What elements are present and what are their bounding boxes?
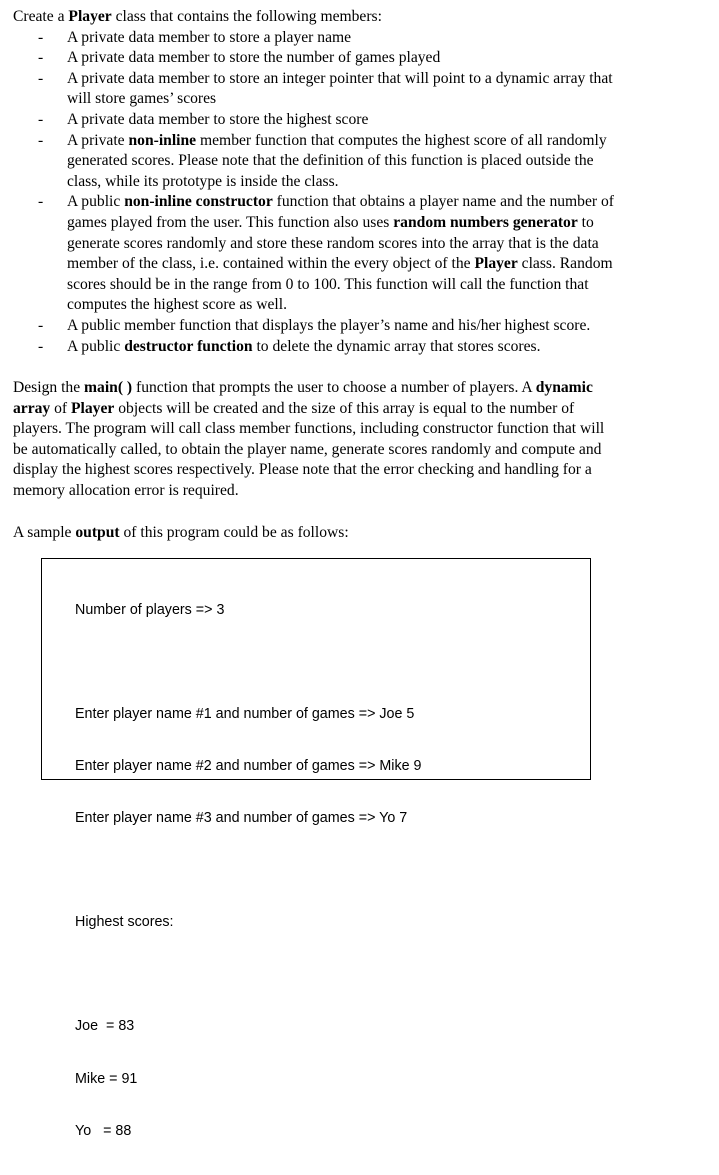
member-item (13, 192, 707, 316)
bullet-dash: - (38, 69, 44, 87)
spacer (13, 357, 707, 378)
text-run: A private data member to store the highest score (67, 110, 369, 128)
spacer (75, 967, 422, 984)
member-line (67, 110, 707, 131)
member-item (13, 48, 707, 69)
text-run: generate scores randomly and store these random scores into the array that is the data (67, 234, 599, 252)
text-run: A sample (13, 523, 76, 541)
text-run: member function that computes the highest score of all randomly (196, 131, 607, 149)
bold-text: array (13, 399, 51, 417)
intro-suffix: class that contains the following members: (111, 8, 382, 25)
member-line (67, 131, 707, 152)
spacer (75, 654, 422, 671)
text-run: A public (67, 337, 125, 355)
bullet-dash: - (38, 337, 44, 355)
paragraph-line (13, 481, 707, 502)
sample-output-intro (13, 523, 707, 544)
highest-scores-label: Highest scores: (75, 914, 174, 931)
member-line (67, 234, 707, 255)
sample-output-text (75, 567, 422, 1175)
intro-line (13, 7, 707, 28)
text-run: display the highest scores respectively. Please note that the error checking and handling for a (13, 461, 592, 479)
spacer (13, 502, 707, 523)
text-run: of this program could be as follows: (119, 523, 349, 541)
member-line: generated scores. Please note that the definition of this function is placed outside the (67, 152, 594, 170)
member-line (67, 254, 707, 275)
member-item (13, 110, 707, 131)
member-line: will store games’ scores (67, 90, 217, 108)
bold-text: destructor function (124, 337, 253, 355)
assignment-document (13, 7, 707, 543)
bold-text: non-inline (128, 131, 197, 149)
score-line: Joe = 83 (75, 1018, 135, 1035)
member-line (67, 316, 707, 337)
member-item (13, 28, 707, 49)
bold-text: Player (71, 399, 115, 417)
bullet-dash: - (38, 49, 44, 67)
text-run: function that prompts the user to choose a number of players. A (132, 379, 536, 397)
member-line (67, 28, 707, 49)
text-run: class. Random (517, 255, 613, 273)
bold-text: random numbers generator (393, 213, 578, 231)
text-run: A private (67, 131, 129, 149)
bullet-dash: - (38, 110, 44, 128)
member-line (67, 275, 707, 296)
paragraph-line (13, 460, 707, 481)
bullet-dash: - (38, 131, 44, 149)
text-run: players. The program will call class member functions, including constructor function that will (13, 420, 605, 438)
text-run: to delete the dynamic array that stores scores. (252, 337, 541, 355)
member-line (67, 48, 707, 69)
text-run: A public member function that displays the player’s name and his/her highest score. (67, 316, 591, 334)
bullet-dash: - (38, 28, 44, 46)
bold-text: Player (474, 255, 518, 273)
text-run: A private data member to store an integer pointer that will point to a dynamic array that (67, 69, 613, 87)
bold-text: dynamic (535, 379, 593, 397)
design-paragraph (13, 378, 707, 502)
text-run: be automatically called, to obtain the player name, generate scores randomly and compute and (13, 440, 602, 458)
text-run: function that obtains a player name and the number of (272, 193, 614, 211)
member-item (13, 337, 707, 358)
bold-text: main( ) (84, 379, 133, 397)
spacer (75, 863, 422, 880)
entry-line: Enter player name #3 and number of games => Yo 7 (75, 810, 408, 827)
text-run: objects will be created and the size of this array is equal to the number of (114, 399, 575, 417)
intro-prefix: Create a (13, 8, 69, 25)
members-list (13, 28, 707, 358)
member-line (67, 295, 707, 316)
sample-output-box (41, 558, 591, 1139)
bold-text: output (75, 523, 120, 541)
text-run: scores should be in the range from 0 to 100. This function will call the function that (67, 275, 589, 293)
score-line: Mike = 91 (75, 1070, 138, 1087)
text-run: A private data member to store a player name (67, 28, 352, 46)
text-run: Design the (13, 379, 85, 397)
member-line (67, 213, 707, 234)
member-item (13, 131, 707, 193)
players-prompt: Number of players => 3 (75, 601, 225, 618)
bullet-dash: - (38, 316, 44, 334)
member-item (13, 69, 707, 110)
paragraph-line (13, 440, 707, 461)
bold-text: non-inline constructor (124, 193, 273, 211)
text-run: games played from the user. This function also uses (67, 213, 394, 231)
member-line (67, 192, 707, 213)
text-run: computes the highest score as well. (67, 296, 287, 314)
entry-line: Enter player name #2 and number of games => Mike 9 (75, 758, 422, 775)
member-line: class, while its prototype is inside the class. (67, 172, 339, 190)
text-run: to (577, 213, 594, 231)
entry-line: Enter player name #1 and number of games => Joe 5 (75, 705, 415, 722)
intro-class-name: Player (68, 8, 112, 25)
member-line (67, 337, 707, 358)
member-line (67, 69, 707, 90)
bullet-dash: - (38, 193, 44, 211)
text-run: A public (67, 193, 125, 211)
text-run: memory allocation error is required. (13, 482, 239, 500)
paragraph-line (13, 419, 707, 440)
paragraph-line (13, 378, 707, 399)
score-line: Yo = 88 (75, 1122, 132, 1139)
text-run: A private data member to store the number of games played (67, 49, 441, 67)
paragraph-line (13, 399, 707, 420)
member-item (13, 316, 707, 337)
text-run: of (50, 399, 72, 417)
text-run: member of the class, i.e. contained within the every object of the (67, 255, 475, 273)
